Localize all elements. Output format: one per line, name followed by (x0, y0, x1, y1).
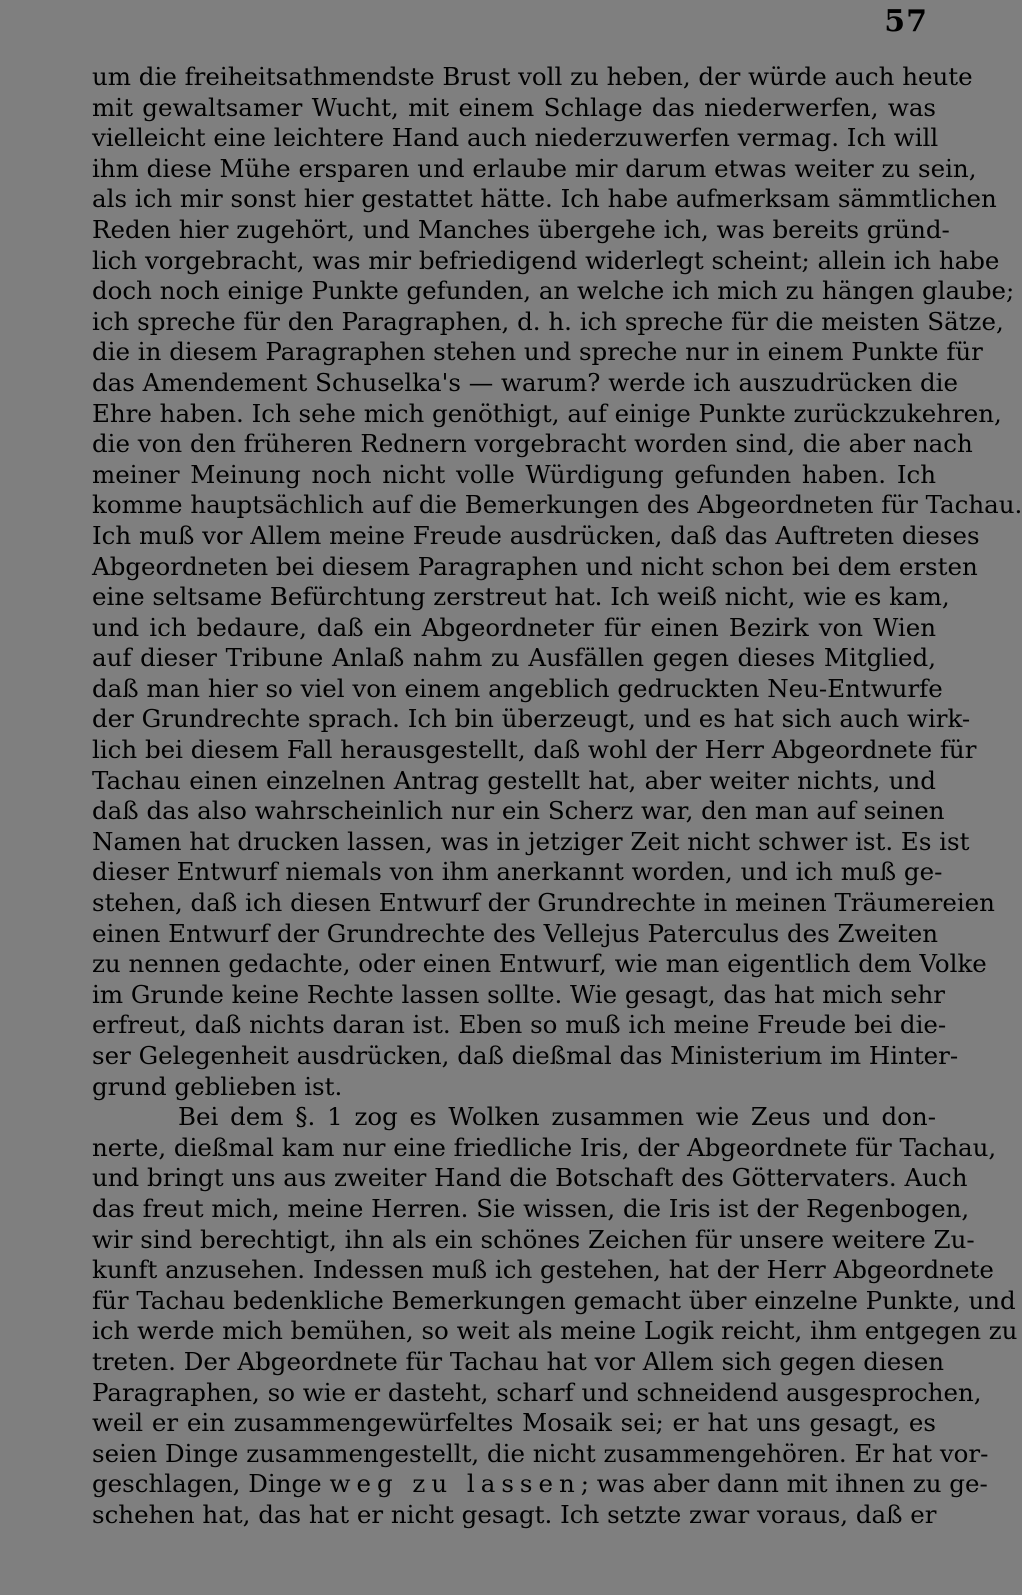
text-line: nerte, dießmal kam nur eine friedliche Iris, der Abgeordnete für Tachau, (92, 1132, 997, 1162)
text-line: Namen hat drucken lassen, was in jetziger Zeit nicht schwer ist. Es ist (92, 826, 970, 856)
text-line: und bringt uns aus zweiter Hand die Botschaft des Göttervaters. Auch (92, 1163, 968, 1193)
text-line: Paragraphen, so wie er dasteht, scharf und schneidend ausgesprochen, (92, 1377, 982, 1407)
text-line: die in diesem Paragraphen stehen und spreche nur in einem Punkte für (92, 337, 983, 367)
body-text (92, 62, 1022, 1531)
text-line: stehen, daß ich diesen Entwurf der Grundrechte in meinen Träumereien (92, 888, 995, 918)
text-line: ser Gelegenheit ausdrücken, daß dießmal das Ministerium im Hinter- (92, 1041, 959, 1070)
text-line: vielleicht eine leichtere Hand auch niederzuwerfen vermag. Ich will (92, 123, 939, 153)
spaced-emphasis: weg zu lassen (329, 1469, 581, 1499)
text-line: das Amendement Schuselka's — warum? werde ich auszudrücken die (92, 367, 958, 397)
text-line: ich spreche für den Paragraphen, d. h. ich spreche für die meisten Sätze, (92, 306, 1004, 336)
line-segment: ; was aber dann mit ihnen zu ge- (580, 1469, 988, 1499)
paragraph-end-line: grund geblieben ist. (92, 1071, 343, 1101)
text-line: meiner Meinung noch nicht volle Würdigung gefunden haben. Ich (92, 459, 936, 489)
text-line: eine seltsame Befürchtung zerstreut hat. Ich weiß nicht, wie es kam, (92, 582, 950, 612)
text-line: das freut mich, meine Herren. Sie wissen, die Iris ist der Regenbogen, (92, 1193, 970, 1223)
text-line: Reden hier zugehört, und Manches übergehe ich, was bereits gründ- (92, 214, 950, 244)
text-line: der Grundrechte sprach. Ich bin überzeugt, und es hat sich auch wirk- (92, 704, 971, 734)
text-line: mit gewaltsamer Wucht, mit einem Schlage das niederwerfen, was (92, 92, 936, 122)
text-line: Tachau einen einzelnen Antrag gestellt hat, aber weiter nichts, und (92, 765, 936, 795)
text-line: lich vorgebracht, was mir befriedigend widerlegt scheint; allein ich habe (92, 245, 1000, 275)
text-line: seien Dinge zusammengestellt, die nicht zusammengehören. Er hat vor- (92, 1438, 989, 1468)
text-line: Ich muß vor Allem meine Freude ausdrücken, daß das Auftreten dieses (92, 520, 980, 550)
text-line: doch noch einige Punkte gefunden, an welche ich mich zu hängen glaube; (92, 276, 1015, 306)
text-line: Abgeordneten bei diesem Paragraphen und nicht schon bei dem ersten (92, 551, 978, 581)
text-line: ihm diese Mühe ersparen und erlaube mir darum etwas weiter zu sein, (92, 153, 977, 183)
text-line: für Tachau bedenkliche Bemerkungen gemacht über einzelne Punkte, und (92, 1285, 1016, 1315)
text-line: daß das also wahrscheinlich nur ein Scherz war, den man auf seinen (92, 796, 945, 826)
paragraph-start-line: Bei dem §. 1 zog es Wolken zusammen wie Zeus und don- (178, 1102, 936, 1132)
text-line: ich werde mich bemühen, so weit als meine Logik reicht, ihm entgegen zu (92, 1316, 1018, 1346)
text-line: erfreut, daß nichts daran ist. Eben so muß ich meine Freude bei die- (92, 1010, 947, 1040)
text-line: zu nennen gedachte, oder einen Entwurf, wie man eigentlich dem Volke (92, 949, 987, 979)
page-number: 57 (884, 4, 928, 39)
text-line: komme hauptsächlich auf die Bemerkungen des Abgeordneten für Tachau. (92, 490, 1022, 520)
text-line: die von den früheren Rednern vorgebracht worden sind, die aber nach (92, 429, 973, 459)
text-line: um die freiheitsathmendste Brust voll zu heben, der würde auch heute (92, 62, 973, 91)
line-segment: geschlagen, Dinge (92, 1469, 330, 1499)
text-line: als ich mir sonst hier gestattet hätte. Ich habe aufmerksam sämmtlichen (92, 184, 997, 214)
text-line: lich bei diesem Fall herausgestellt, daß wohl der Herr Abgeordnete für (92, 735, 977, 765)
text-line: schehen hat, das hat er nicht gesagt. Ich setzte zwar voraus, daß er (92, 1499, 937, 1529)
text-line: weil er ein zusammengewürfeltes Mosaik sei; er hat uns gesagt, es (92, 1408, 936, 1438)
text-line: auf dieser Tribune Anlaß nahm zu Ausfällen gegen dieses Mitglied, (92, 643, 936, 673)
text-line: dieser Entwurf niemals von ihm anerkannt worden, und ich muß ge- (92, 857, 943, 887)
text-line-with-spaced-emphasis (92, 1469, 988, 1500)
text-line: und ich bedaure, daß ein Abgeordneter für einen Bezirk von Wien (92, 612, 936, 642)
text-line: treten. Der Abgeordnete für Tachau hat vor Allem sich gegen diesen (92, 1346, 945, 1376)
text-line: im Grunde keine Rechte lassen sollte. Wie gesagt, das hat mich sehr (92, 979, 945, 1009)
text-line: wir sind berechtigt, ihn als ein schönes Zeichen für unsere weitere Zu- (92, 1224, 975, 1254)
text-line: einen Entwurf der Grundrechte des Vellejus Paterculus des Zweiten (92, 918, 938, 948)
text-line: daß man hier so viel von einem angeblich gedruckten Neu-Entwurfe (92, 673, 943, 703)
text-line: kunft anzusehen. Indessen muß ich gestehen, hat der Herr Abgeordnete (92, 1255, 994, 1285)
text-line: Ehre haben. Ich sehe mich genöthigt, auf einige Punkte zurückzukehren, (92, 398, 1002, 428)
